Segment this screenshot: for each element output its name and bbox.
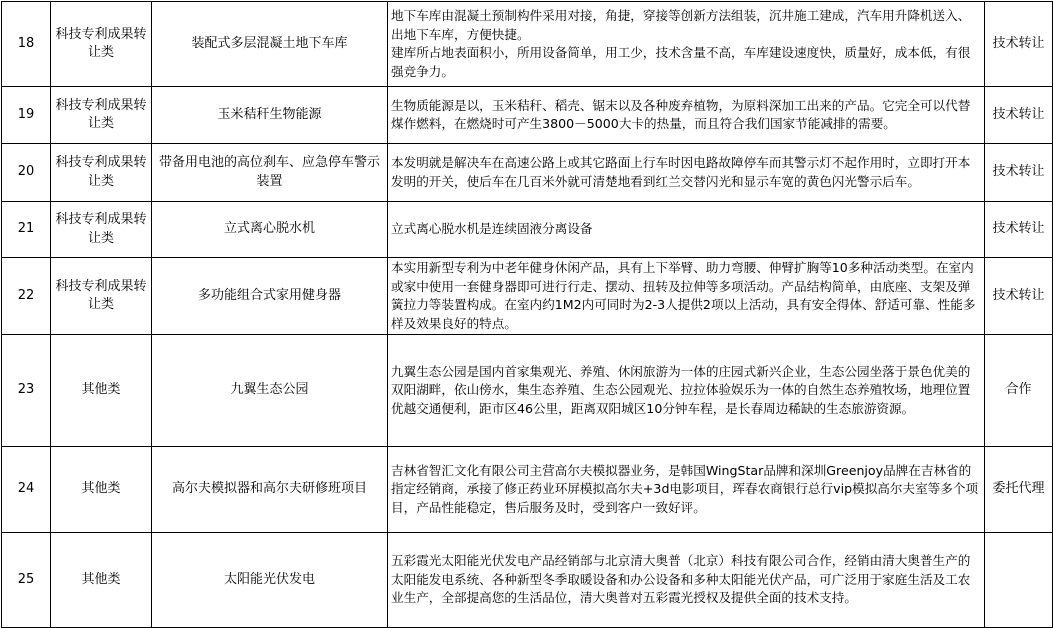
project-name-cell: 装配式多层混凝土地下车库 — [152, 2, 388, 87]
project-name-cell: 玉米秸秆生物能源 — [152, 87, 388, 144]
row-number: 20 — [2, 144, 51, 202]
project-name-cell: 九翼生态公园 — [152, 335, 388, 447]
description-cell: 本实用新型专利为中老年健身休闲产品，具有上下举臂、助力弯腰、伸臂扩胸等10多种活动类型。在室内或家中使用一套健身器即可进行行走、摆动、扭转及拉伸等多项活动。产品结构简单，由底座、支架及弹簧拉力等装置构成。在室内约1M2内可同时为2-3人提供2项以上活动，具有安全得体、舒适可靠、性能多样及效果良好的特点。 — [388, 258, 985, 335]
table-row — [2, 2, 1053, 87]
description-cell: 吉林省智汇文化有限公司主营高尔夫模拟器业务，是韩国WingStar品牌和深圳Greenjoy品牌在吉林省的指定经销商，承接了修正药业环屏模拟高尔夫+3d电影项目，珲春农商银行总行vip模拟高尔夫室等多个项目，产品性能稳定，售后服务及时，受到客户一致好评。 — [388, 447, 985, 533]
table-row — [2, 202, 1053, 258]
project-name-cell: 多功能组合式家用健身器 — [152, 258, 388, 335]
cooperation-mode-cell — [985, 533, 1053, 628]
cooperation-mode-cell: 技术转让 — [985, 258, 1053, 335]
cooperation-mode-cell: 技术转让 — [985, 202, 1053, 258]
row-number: 23 — [2, 335, 51, 447]
description-cell: 五彩霞光太阳能光伏发电产品经销部与北京清大奥普（北京）科技有限公司合作，经销由清大奥普生产的太阳能发电系统、各种新型冬季取暖设备和办公设备和多种太阳能光伏产品，可广泛用于家庭生活及工农业生产，全部提高您的生活品位，清大奥普对五彩霞光授权及提供全面的技术支持。 — [388, 533, 985, 628]
category-cell: 其他类 — [51, 447, 152, 533]
cooperation-mode-cell: 技术转让 — [985, 144, 1053, 202]
row-number: 25 — [2, 533, 51, 628]
data-table — [1, 1, 1053, 628]
category-cell: 科技专利成果转让类 — [51, 87, 152, 144]
row-number: 22 — [2, 258, 51, 335]
description-cell: 本发明就是解决车在高速公路上或其它路面上行车时因电路故障停车而其警示灯不起作用时，立即打开本发明的开关，使后车在几百米外就可清楚地看到红兰交替闪光和显示车宽的黄色闪光警示后车。 — [388, 144, 985, 202]
description-cell: 立式离心脱水机是连续固液分离设备 — [388, 202, 985, 258]
category-cell: 科技专利成果转让类 — [51, 202, 152, 258]
project-name-cell: 太阳能光伏发电 — [152, 533, 388, 628]
table-row — [2, 87, 1053, 144]
row-number: 19 — [2, 87, 51, 144]
row-number: 24 — [2, 447, 51, 533]
row-number: 18 — [2, 2, 51, 87]
row-number: 21 — [2, 202, 51, 258]
description-cell: 九翼生态公园是国内首家集观光、养殖、休闲旅游为一体的庄园式新兴企业，生态公园坐落于景色优美的双阳湖畔，依山傍水，集生态养殖、生态公园观光、拉拉体验娱乐为一体的自然生态养殖牧场，地理位置优越交通便利，距市区46公里，距离双阳城区10分钟车程，是长春周边稀缺的生态旅游资源。 — [388, 335, 985, 447]
project-name-cell: 立式离心脱水机 — [152, 202, 388, 258]
description-cell: 地下车库由混凝土预制构件采用对接，角捷，穿接等创新方法组装，沉井施工建成，汽车用升降机送入、出地下车库，方便快捷。 建库所占地表面积小，所用设备简单，用工少，技术含量不高，车库建设速度快，质量好，成本低，有很强竞争力。 — [388, 2, 985, 87]
table-row — [2, 533, 1053, 628]
category-cell: 科技专利成果转让类 — [51, 144, 152, 202]
category-cell: 科技专利成果转让类 — [51, 258, 152, 335]
table-row — [2, 335, 1053, 447]
cooperation-mode-cell: 合作 — [985, 335, 1053, 447]
category-cell: 其他类 — [51, 335, 152, 447]
cooperation-mode-cell: 技术转让 — [985, 2, 1053, 87]
table-row — [2, 258, 1053, 335]
table-row — [2, 144, 1053, 202]
category-cell: 科技专利成果转让类 — [51, 2, 152, 87]
category-cell: 其他类 — [51, 533, 152, 628]
description-cell: 生物质能源是以，玉米秸秆、稻壳、锯末以及各种废弃植物，为原料深加工出来的产品。它完全可以代替煤作燃料，在燃烧时可产生3800－5000大卡的热量，而且符合我们国家节能减排的需要。 — [388, 87, 985, 144]
project-name-cell: 高尔夫模拟器和高尔夫研修班项目 — [152, 447, 388, 533]
cooperation-mode-cell: 委托代理 — [985, 447, 1053, 533]
cooperation-mode-cell: 技术转让 — [985, 87, 1053, 144]
project-name-cell: 带备用电池的高位刹车、应急停车警示装置 — [152, 144, 388, 202]
table-row — [2, 447, 1053, 533]
